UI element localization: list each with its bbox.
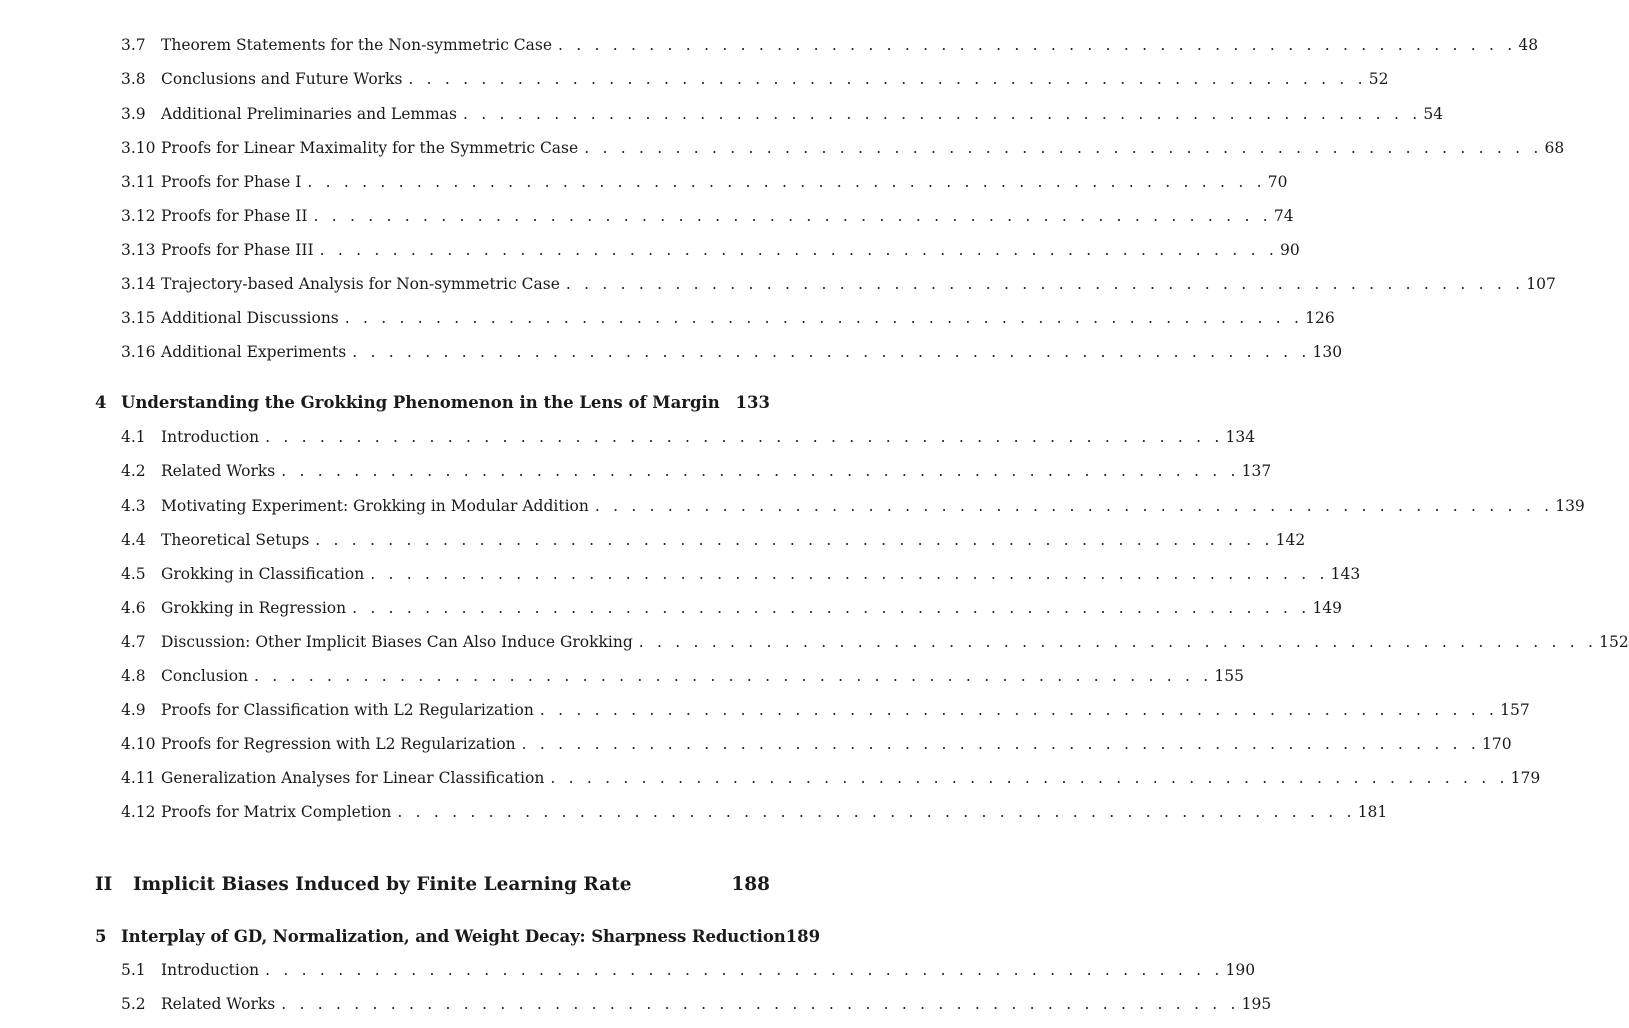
- section-title: Grokking in Classification: [161, 565, 365, 583]
- section-title: Trajectory-based Analysis for Non-symmetric Case: [161, 275, 560, 293]
- toc-entry-3-11[interactable]: [121, 171, 1288, 193]
- leader-dots: . . . . . . . . . . . . . . . . . . . . . . . . . . . . . . . . . . . . . . . . . . . . . . . . . . . . .: [594, 497, 1554, 515]
- leader-dots: . . . . . . . . . . . . . . . . . . . . . . . . . . . . . . . . . . . . . . . . . . . . . . . . . . . . .: [370, 565, 1329, 583]
- page-number: 152: [1599, 633, 1629, 651]
- section-number: 3.14: [121, 275, 156, 293]
- page-number: 149: [1312, 599, 1343, 617]
- leader-dots: . . . . . . . . . . . . . . . . . . . . . . . . . . . . . . . . . . . . . . . . . . . . . . . . . . . . .: [397, 803, 1356, 821]
- page-number: 126: [1305, 309, 1335, 327]
- toc-entry-4-12[interactable]: [121, 801, 1388, 823]
- leader-dots: . . . . . . . . . . . . . . . . . . . . . . . . . . . . . . . . . . . . . . . . . . . . . . . . . . . . .: [539, 701, 1499, 719]
- section-number: 3.8: [121, 70, 146, 88]
- toc-entry-3-13[interactable]: [121, 239, 1300, 261]
- section-title: Generalization Analyses for Linear Classification: [161, 769, 545, 787]
- page-number: 137: [1241, 462, 1272, 480]
- toc-entry-3-8[interactable]: [121, 68, 1389, 90]
- section-number: 4.3: [121, 497, 146, 515]
- section-number: 5.2: [121, 995, 146, 1013]
- section-title: Related Works: [161, 995, 276, 1013]
- page-number: 157: [1500, 701, 1530, 719]
- toc-entry-3-16[interactable]: [121, 341, 1343, 363]
- section-number: 4.8: [121, 667, 146, 685]
- section-number: 3.15: [121, 309, 156, 327]
- leader-dots: . . . . . . . . . . . . . . . . . . . . . . . . . . . . . . . . . . . . . . . . . . . . . . . . . . . . .: [254, 667, 1213, 685]
- chapter-number: 4: [95, 393, 107, 412]
- page-number: 190: [1225, 961, 1256, 979]
- section-number: 5.1: [121, 961, 146, 979]
- toc-entry-5-2[interactable]: [121, 993, 1272, 1015]
- chapter-title: Interplay of GD, Normalization, and Weight Decay: Sharpness Reduction: [121, 927, 786, 946]
- section-number: 4.10: [121, 735, 156, 753]
- leader-dots: . . . . . . . . . . . . . . . . . . . . . . . . . . . . . . . . . . . . . . . . . . . . . . . . . . . . .: [281, 462, 1240, 480]
- page-number: 68: [1544, 139, 1565, 157]
- chapter-number: 5: [95, 927, 107, 946]
- toc-entry-3-12[interactable]: [121, 205, 1294, 227]
- section-number: 4.7: [121, 633, 146, 651]
- toc-entry-3-15[interactable]: [121, 307, 1335, 329]
- section-number: 4.5: [121, 565, 146, 583]
- toc-entry-5-1[interactable]: [121, 959, 1256, 981]
- section-number: 4.2: [121, 462, 146, 480]
- section-title: Theorem Statements for the Non-symmetric Case: [161, 36, 553, 54]
- toc-part-2[interactable]: [95, 872, 770, 898]
- section-number: 4.4: [121, 531, 146, 549]
- section-number: 3.16: [121, 343, 156, 361]
- leader-dots: . . . . . . . . . . . . . . . . . . . . . . . . . . . . . . . . . . . . . . . . . . . . . . . . . . . . .: [265, 428, 1224, 446]
- leader-dots: . . . . . . . . . . . . . . . . . . . . . . . . . . . . . . . . . . . . . . . . . . . . . . . . . . . . .: [352, 599, 1311, 617]
- section-title: Proofs for Matrix Completion: [161, 803, 392, 821]
- section-number: 3.9: [121, 105, 146, 123]
- section-title: Introduction: [161, 428, 260, 446]
- leader-dots: . . . . . . . . . . . . . . . . . . . . . . . . . . . . . . . . . . . . . . . . . . . . . . . . . . . . .: [281, 995, 1240, 1013]
- toc-entry-4-2[interactable]: [121, 460, 1272, 482]
- page-number: 133: [735, 393, 770, 412]
- section-number: 3.7: [121, 36, 146, 54]
- section-title: Proofs for Phase II: [161, 207, 308, 225]
- leader-dots: . . . . . . . . . . . . . . . . . . . . . . . . . . . . . . . . . . . . . . . . . . . . . . . . . . . . .: [313, 207, 1272, 225]
- page-number: 195: [1241, 995, 1272, 1013]
- page-number: 130: [1312, 343, 1343, 361]
- toc-chapter-4[interactable]: [95, 391, 770, 415]
- page-number: 54: [1423, 105, 1444, 123]
- leader-dots: . . . . . . . . . . . . . . . . . . . . . . . . . . . . . . . . . . . . . . . . . . . . . . . . . . . . .: [462, 105, 1422, 123]
- leader-dots: . . . . . . . . . . . . . . . . . . . . . . . . . . . . . . . . . . . . . . . . . . . . . . . . . . . . .: [584, 139, 1543, 157]
- section-title: Proofs for Linear Maximality for the Symmetric Case: [161, 139, 579, 157]
- page-number: 170: [1482, 735, 1512, 753]
- page-number: 189: [785, 927, 821, 946]
- toc-entry-3-7[interactable]: [121, 34, 1539, 56]
- section-title: Proofs for Phase III: [161, 241, 314, 259]
- section-number: 4.11: [121, 769, 156, 787]
- section-title: Proofs for Classification with L2 Regularization: [161, 701, 534, 719]
- toc-entry-4-4[interactable]: [121, 529, 1306, 551]
- page-number: 90: [1279, 241, 1300, 259]
- section-title: Additional Preliminaries and Lemmas: [161, 105, 457, 123]
- section-number: 3.11: [121, 173, 156, 191]
- section-number: 4.12: [121, 803, 156, 821]
- part-title: Implicit Biases Induced by Finite Learning Rate: [133, 874, 632, 895]
- toc-entry-3-9[interactable]: [121, 103, 1444, 125]
- toc-entry-4-10[interactable]: [121, 733, 1512, 755]
- section-number: 3.13: [121, 241, 156, 259]
- section-number: 3.10: [121, 139, 156, 157]
- section-title: Related Works: [161, 462, 276, 480]
- page-number: 70: [1267, 173, 1288, 191]
- section-title: Proofs for Phase I: [161, 173, 302, 191]
- page-number: 155: [1214, 667, 1244, 685]
- section-title: Additional Discussions: [161, 309, 339, 327]
- leader-dots: . . . . . . . . . . . . . . . . . . . . . . . . . . . . . . . . . . . . . . . . . . . . . . . . . . . . .: [344, 309, 1304, 327]
- page-number: 181: [1357, 803, 1388, 821]
- toc-entry-4-8[interactable]: [121, 665, 1244, 687]
- toc-entry-4-7[interactable]: [121, 631, 1629, 653]
- page-number: 179: [1510, 769, 1541, 787]
- leader-dots: . . . . . . . . . . . . . . . . . . . . . . . . . . . . . . . . . . . . . . . . . . . . . . . . . . . . .: [638, 633, 1598, 651]
- section-number: 4.1: [121, 428, 146, 446]
- leader-dots: . . . . . . . . . . . . . . . . . . . . . . . . . . . . . . . . . . . . . . . . . . . . . . . . . . . . .: [558, 36, 1517, 54]
- leader-dots: . . . . . . . . . . . . . . . . . . . . . . . . . . . . . . . . . . . . . . . . . . . . . . . . . . . . .: [319, 241, 1278, 259]
- chapter-title: Understanding the Grokking Phenomenon in the Lens of Margin: [121, 393, 720, 412]
- page-number: 188: [731, 874, 770, 895]
- toc-entry-4-9[interactable]: [121, 699, 1530, 721]
- leader-dots: . . . . . . . . . . . . . . . . . . . . . . . . . . . . . . . . . . . . . . . . . . . . . . . . . . . . .: [408, 70, 1367, 88]
- page-number: 74: [1273, 207, 1294, 225]
- toc-entry-4-5[interactable]: [121, 563, 1361, 585]
- page-number: 142: [1275, 531, 1306, 549]
- toc-entry-3-10[interactable]: [121, 137, 1565, 159]
- toc-entry-4-6[interactable]: [121, 597, 1343, 619]
- page-number: 107: [1526, 275, 1556, 293]
- section-title: Grokking in Regression: [161, 599, 347, 617]
- page-number: 48: [1518, 36, 1539, 54]
- leader-dots: . . . . . . . . . . . . . . . . . . . . . . . . . . . . . . . . . . . . . . . . . . . . . . . . . . . . .: [265, 961, 1224, 979]
- page-number: 134: [1225, 428, 1256, 446]
- part-number: II: [95, 874, 113, 895]
- toc-chapter-5[interactable]: [95, 925, 821, 949]
- leader-dots: . . . . . . . . . . . . . . . . . . . . . . . . . . . . . . . . . . . . . . . . . . . . . . . . . . . . .: [550, 769, 1509, 787]
- page-number: 143: [1330, 565, 1361, 583]
- section-title: Theoretical Setups: [161, 531, 310, 549]
- toc-entry-4-3[interactable]: [121, 495, 1585, 517]
- toc-entry-3-14[interactable]: [121, 273, 1556, 295]
- leader-dots: . . . . . . . . . . . . . . . . . . . . . . . . . . . . . . . . . . . . . . . . . . . . . . . . . . . . .: [565, 275, 1525, 293]
- section-title: Proofs for Regression with L2 Regularization: [161, 735, 516, 753]
- page-number: 139: [1555, 497, 1585, 515]
- section-number: 4.6: [121, 599, 146, 617]
- section-title: Introduction: [161, 961, 260, 979]
- section-number: 3.12: [121, 207, 156, 225]
- page-number: 52: [1368, 70, 1389, 88]
- section-number: 4.9: [121, 701, 146, 719]
- leader-dots: . . . . . . . . . . . . . . . . . . . . . . . . . . . . . . . . . . . . . . . . . . . . . . . . . . . . .: [315, 531, 1274, 549]
- toc-entry-4-11[interactable]: [121, 767, 1541, 789]
- section-title: Motivating Experiment: Grokking in Modular Addition: [161, 497, 589, 515]
- toc-entry-4-1[interactable]: [121, 426, 1256, 448]
- section-title: Conclusions and Future Works: [161, 70, 403, 88]
- section-title: Discussion: Other Implicit Biases Can Also Induce Grokking: [161, 633, 633, 651]
- leader-dots: . . . . . . . . . . . . . . . . . . . . . . . . . . . . . . . . . . . . . . . . . . . . . . . . . . . . .: [307, 173, 1266, 191]
- section-title: Additional Experiments: [161, 343, 347, 361]
- leader-dots: . . . . . . . . . . . . . . . . . . . . . . . . . . . . . . . . . . . . . . . . . . . . . . . . . . . . .: [352, 343, 1311, 361]
- section-title: Conclusion: [161, 667, 249, 685]
- leader-dots: . . . . . . . . . . . . . . . . . . . . . . . . . . . . . . . . . . . . . . . . . . . . . . . . . . . . .: [521, 735, 1480, 753]
